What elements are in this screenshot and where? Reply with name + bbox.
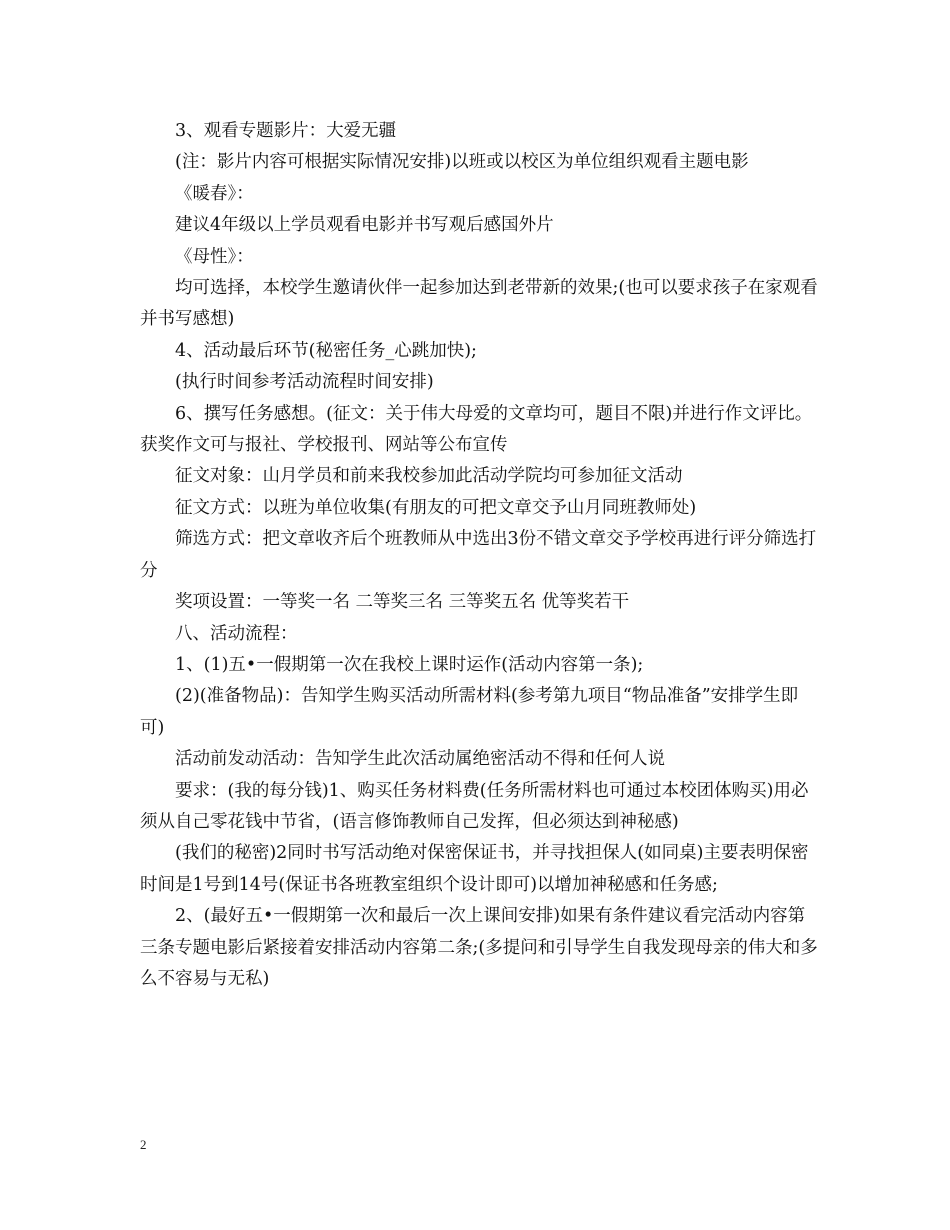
paragraph-10: 征文对象：山月学员和前来我校参加此活动学院均可参加征文活动: [175, 466, 683, 487]
paragraph-15: 1、(1)五•一假期第一次在我校上课时运作(活动内容第一条);: [175, 654, 644, 675]
paragraph-1: 3、观看专题影片：大爱无疆: [175, 121, 397, 141]
paragraph-3: 《暖春》：: [175, 183, 254, 204]
paragraph-7: 4、活动最后环节(秘密任务_心跳加快);: [175, 340, 477, 361]
paragraph-4: 建议4年级以上学员观看电影并书写观后感国外片: [175, 215, 554, 236]
paragraph-12: 筛选方式：把文章收齐后个班教师从中选出3份不错文章交予学校再进行评分筛选打分: [140, 529, 817, 581]
page-number: 2: [140, 1137, 147, 1152]
paragraph-13: 奖项设置：一等奖一名 二等奖三名 三等奖五名 优等奖若干: [175, 592, 630, 613]
paragraph-14: 八、活动流程：: [175, 623, 298, 644]
paragraph-6: 均可选择，本校学生邀请伙伴一起参加达到老带新的效果;(也可以要求孩子在家观看并书写感想): [140, 278, 818, 330]
document-body: [140, 116, 820, 995]
paragraph-16: (2)(准备物品)：告知学生购买活动所需材料(参考第九项目“物品准备”安排学生即可): [140, 686, 799, 738]
paragraph-8: (执行时间参考活动流程时间安排): [175, 372, 434, 393]
paragraph-19: (我们的秘密)2同时书写活动绝对保密保证书，并寻找担保人(如同桌)主要表明保密时间是1号到14号(保证书各班教室组织个设计即可)以增加神秘感和任务感;: [140, 843, 809, 895]
paragraph-17: 活动前发动活动：告知学生此次活动属绝密活动不得和任何人说: [175, 749, 665, 770]
paragraph-5: 《母性》：: [175, 246, 254, 267]
paragraph-9: 6、撰写任务感想。(征文：关于伟大母爱的文章均可，题目不限)并进行作文评比。获奖作文可与报社、学校报刊、网站等公布宣传: [140, 403, 813, 456]
paragraph-11: 征文方式：以班为单位收集(有朋友的可把文章交予山月同班教师处): [175, 497, 697, 518]
paragraph-18: 要求：(我的每分钱)1、购买任务材料费(任务所需材料也可通过本校团体购买)用必须从自己零花钱中节省，(语言修饰教师自己发挥，但必须达到神秘感): [140, 780, 809, 832]
paragraph-2: (注：影片内容可根据实际情况安排)以班或以校区为单位组织观看主题电影: [175, 152, 749, 173]
paragraph-20: 2、(最好五•一假期第一次和最后一次上课间安排)如果有条件建议看完活动内容第三条专题电影后紧接着安排活动内容第二条;(多提问和引导学生自我发现母亲的伟大和多么不容易与无私): [140, 906, 818, 989]
